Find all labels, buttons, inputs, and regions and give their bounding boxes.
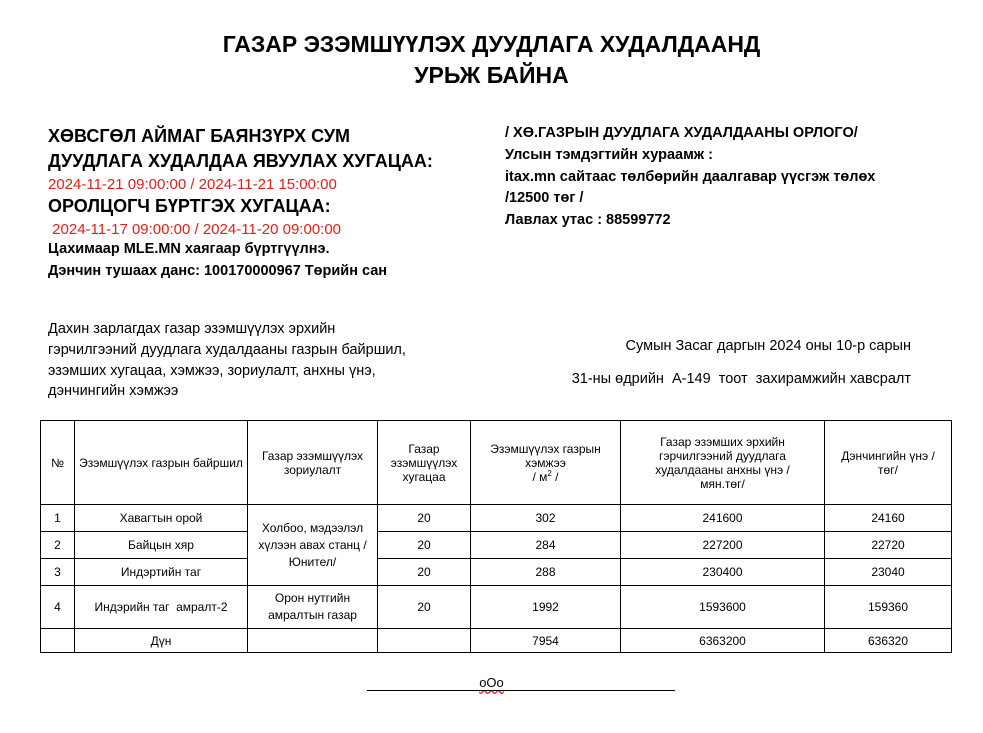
footer-mark-text: оОо (479, 675, 504, 690)
cell-deposit: 23040 (825, 559, 952, 586)
header-size (471, 421, 621, 505)
total-price: 6363200 (621, 629, 825, 653)
total-size: 7954 (471, 629, 621, 653)
cell-no: 2 (41, 532, 75, 559)
table-row (41, 505, 952, 532)
cell-no-empty (41, 629, 75, 653)
table-row (41, 559, 952, 586)
cell-location: Байцын хяр (75, 532, 248, 559)
header-size-sup: 2 (547, 468, 552, 478)
intro-line3: эзэмших хугацаа, хэмжээ, зориулалт, анхны үнэ, (48, 363, 376, 379)
left-heading-registration: ОРОЛЦОГЧ БҮРТГЭХ ХУГАЦАА: (48, 196, 331, 216)
cell-no: 3 (41, 559, 75, 586)
document-title-line2: УРЬЖ БАЙНА (414, 62, 569, 88)
table-total-row (41, 629, 952, 653)
cell-price: 227200 (621, 532, 825, 559)
header-purpose: Газар эзэмшүүлэх зориулалт (248, 421, 378, 505)
left-heading-aimag: ХӨВСГӨЛ АЙМАГ БАЯНЗҮРХ СУМ (48, 126, 351, 146)
cell-deposit: 22720 (825, 532, 952, 559)
cell-purpose: Орон нутгийн амралтын газар (248, 586, 378, 629)
cell-price: 1593600 (621, 586, 825, 629)
left-heading-auction-period: ДУУДЛАГА ХУДАЛДАА ЯВУУЛАХ ХУГАЦАА: (48, 151, 433, 171)
footer-divider (367, 690, 675, 691)
document-title-line1: ГАЗАР ЭЗЭМШҮҮЛЭХ ДУУДЛАГА ХУДАЛДААНД (222, 31, 761, 57)
cell-purpose-merged: Холбоо, мэдээлэл хүлээн авах станц /Юнител/ (248, 505, 378, 586)
cell-no: 4 (41, 586, 75, 629)
total-label: Дүн (75, 629, 248, 653)
header-term: Газар эзэмшүүлэх хугацаа (378, 421, 471, 505)
intro-line2: гэрчилгээний дуудлага худалдааны газрын байршил, (48, 342, 406, 358)
footer-mark (0, 675, 983, 691)
table-header-row (41, 421, 952, 505)
cell-term: 20 (378, 505, 471, 532)
right-fee-amount: /12500 төг / (505, 190, 584, 206)
cell-term: 20 (378, 532, 471, 559)
cell-price: 230400 (621, 559, 825, 586)
cell-size: 1992 (471, 586, 621, 629)
header-size-text: Эзэмшүүлэх газрын хэмжээ (490, 441, 601, 470)
header-location: Эзэмшүүлэх газрын байршил (75, 421, 248, 505)
online-registration-note: Цахимаар MLE.MN хаягаар бүртгүүлнэ. (48, 241, 330, 257)
cell-no: 1 (41, 505, 75, 532)
cell-term-empty (378, 629, 471, 653)
cell-size: 284 (471, 532, 621, 559)
intro-line4: дэнчингийн хэмжээ (48, 383, 179, 399)
cell-size: 288 (471, 559, 621, 586)
header-size-tail: / (551, 469, 559, 484)
intro-line1: Дахин зарлагдах газар эзэмшүүлэх эрхийн (48, 321, 336, 337)
right-income-heading: / ХӨ.ГАЗРЫН ДУУДЛАГА ХУДАЛДААНЫ ОРЛОГО/ (505, 125, 858, 141)
header-deposit: Дэнчингийн үнэ /төг/ (825, 421, 952, 505)
cell-location: Индэртийн таг (75, 559, 248, 586)
decree-line1: Сумын Засаг даргын 2024 оны 10-р сарын (625, 338, 911, 354)
right-itax-instruction: itax.mn сайтаас төлбөрийн даалгавар үүсгэж төлөх (505, 169, 876, 185)
right-phone: Лавлах утас : 88599772 (505, 212, 671, 228)
cell-deposit: 159360 (825, 586, 952, 629)
registration-period-value: 2024-11-17 09:00:00 / 2024-11-20 09:00:00 (48, 221, 342, 238)
cell-location: Индэрийн таг амралт-2 (75, 586, 248, 629)
cell-price: 241600 (621, 505, 825, 532)
header-no: № (41, 421, 75, 505)
header-price: Газар эзэмших эрхийн гэрчилгээний дуудлага худалдааны анхны үнэ /мян.төг/ (621, 421, 825, 505)
cell-term: 20 (378, 586, 471, 629)
cell-purpose-empty (248, 629, 378, 653)
auction-period-value: 2024-11-21 09:00:00 / 2024-11-21 15:00:00 (48, 176, 337, 193)
total-deposit: 636320 (825, 629, 952, 653)
table-row (41, 532, 952, 559)
cell-location: Хавагтын орой (75, 505, 248, 532)
header-size-unit: / м (532, 469, 548, 484)
cell-term: 20 (378, 559, 471, 586)
right-stamp-fee-label: Улсын тэмдэгтийн хураамж : (505, 147, 713, 163)
cell-deposit: 24160 (825, 505, 952, 532)
decree-line2: 31-ны өдрийн А-149 тоот захирамжийн хавсралт (571, 371, 911, 387)
land-auction-table (40, 420, 952, 653)
deposit-account-note: Дэнчин тушаах данс: 100170000967 Төрийн сан (48, 263, 388, 279)
table-row (41, 586, 952, 629)
cell-size: 302 (471, 505, 621, 532)
